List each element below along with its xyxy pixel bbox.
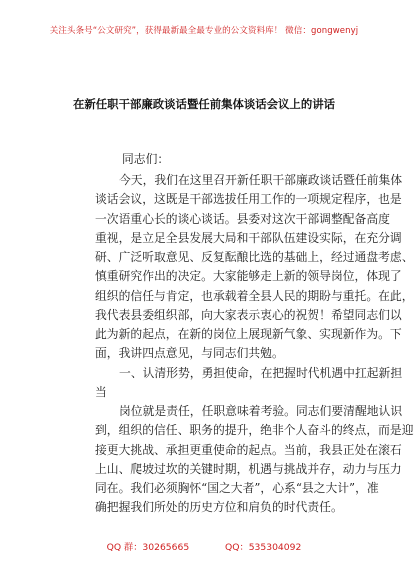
footer-qq-group: QQ 群：30265665 [106, 542, 190, 553]
body-line: 一次语重心长的谈心谈话。县委对这次干部调整配备高度 [95, 211, 390, 226]
body-line: 我代表县委组织部，向大家表示衷心的祝贺！希望同志们以 [95, 307, 402, 322]
body-line: 到，组织的信任、职务的提升，绝非个人奋斗的终点，而是迎 [95, 423, 414, 438]
body-line: 今天，我们在这里召开新任职干部廉政谈话暨任前集体 [119, 173, 403, 187]
body-line: 此为新的起点，在新的岗位上展现新气象、实现新作为。下 [95, 327, 402, 341]
body-line: 面，我讲四点意见，与同志们共勉。 [95, 346, 284, 361]
greeting: 同志们： [122, 152, 170, 166]
body-line: 组织的信任与肯定，也承载着全县人民的期盼与重托。在此， [95, 288, 414, 303]
body-line: 当 [95, 384, 107, 399]
body-line: 谈话会议，这既是干部选拔任用工作的一项规定程序，也是 [95, 192, 402, 207]
header-promo-note: 关注头条号“公文研究”，获得最新最全最专业的公文资料库！ 微信：gongwenyj [49, 26, 359, 36]
body-line: 接更大挑战、承担更重使命的起点。当前，我县正处在滚石 [95, 442, 402, 457]
body-line: 岗位就是责任，任职意味着考验。同志们要清醒地认识 [119, 404, 403, 418]
document-title: 在新任职干部廉政谈话暨任前集体谈话会议上的讲话 [73, 97, 335, 111]
body-line: 慎重研究作出的决定。大家能够走上新的领导岗位，体现了 [95, 269, 402, 284]
body-line: 确把握我们所处的历史方位和肩负的时代责任。 [95, 500, 343, 515]
body-line: 重视，是立足全县发展大局和干部队伍建设实际，在充分调 [95, 230, 402, 245]
footer-qq: QQ：535304092 [225, 542, 302, 553]
speech-body [95, 171, 414, 518]
body-line: 一、认清形势，勇担使命，在把握时代机遇中扛起新担 [119, 365, 403, 380]
body-line: 同在。我们必须胸怀“国之大者”，心系“县之大计”，准 [95, 481, 379, 495]
body-line: 研、广泛听取意见、反复酝酿比选的基础上，经过通盘考虑、 [95, 250, 414, 264]
footer-contact [0, 539, 408, 553]
body-line: 上山、爬坡过坎的关键时期，机遇与挑战并存，动力与压力 [95, 461, 402, 476]
